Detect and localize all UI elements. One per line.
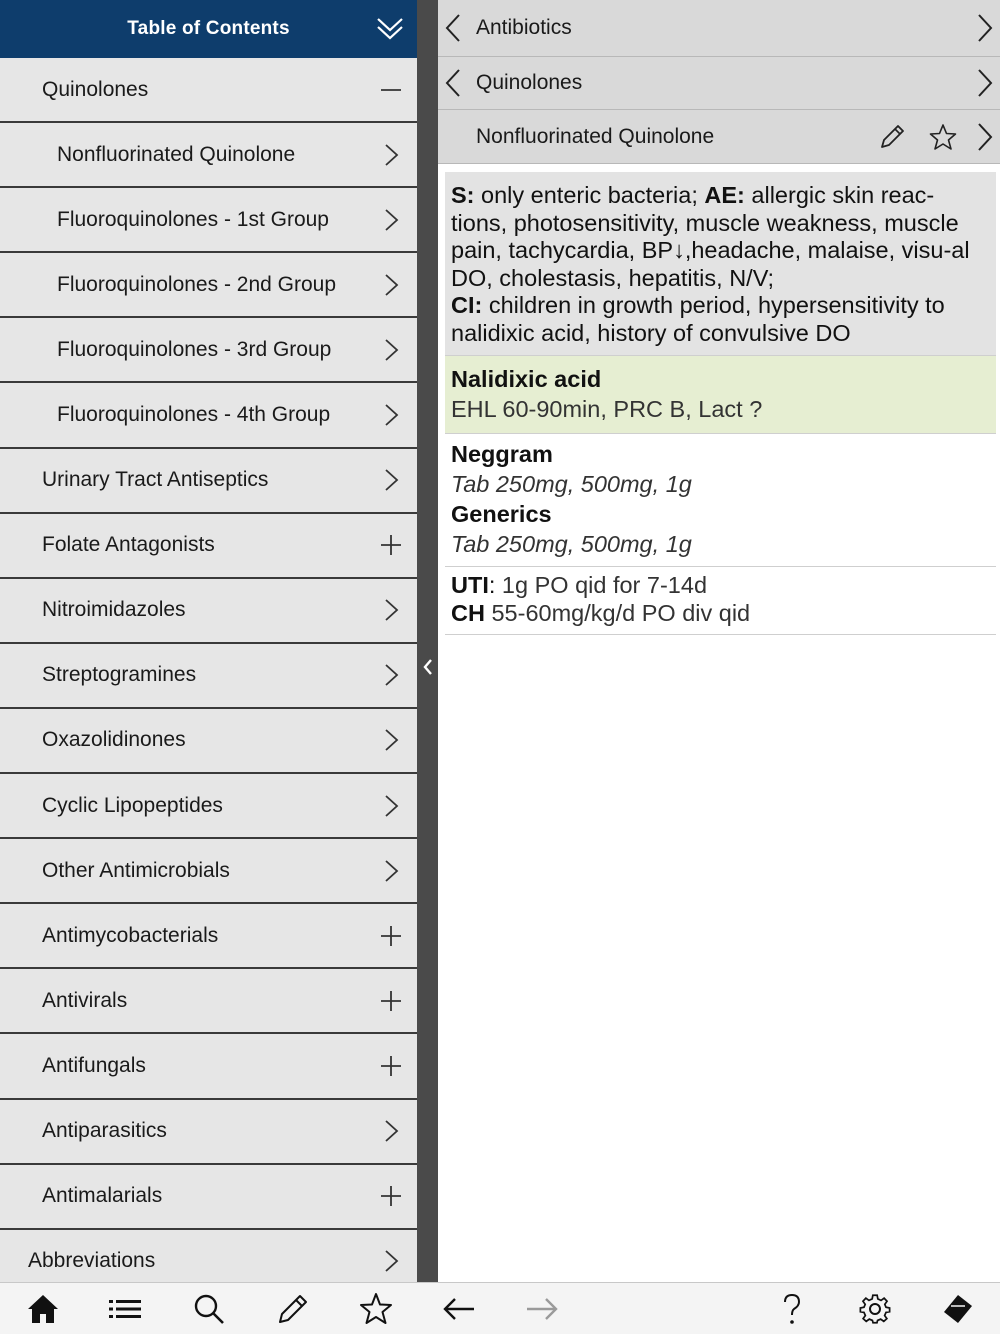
brand-name: Generics — [451, 501, 552, 527]
toc-item-label: Fluoroquinolones - 2nd Group — [57, 272, 337, 296]
brand-forms-text: Tab 250mg, 500mg, 1g — [451, 531, 692, 557]
breadcrumb-level-2[interactable] — [438, 57, 1000, 110]
table-of-contents-pane — [0, 0, 417, 1282]
breadcrumb-label: Antibiotics — [476, 16, 572, 39]
chevron-right-icon — [379, 598, 403, 622]
dosing-text: 1g PO qid for 7-14d — [501, 572, 708, 598]
chevron-right-icon — [379, 273, 403, 297]
bookmark-star-icon[interactable] — [928, 122, 958, 152]
dosing-text: 55-60mg/kg/d PO div qid — [491, 599, 751, 626]
chevron-right-icon — [379, 794, 403, 818]
toc-title: Table of Contents — [127, 18, 290, 39]
dosing-section — [445, 567, 996, 635]
content-pane — [438, 0, 1000, 1282]
chevron-right-icon — [379, 728, 403, 752]
toc-item-other-antimicrobials[interactable] — [0, 839, 417, 904]
toc-item-nitroimidazoles[interactable] — [0, 579, 417, 644]
plus-icon[interactable] — [379, 1054, 403, 1078]
edit-note-icon[interactable] — [878, 123, 906, 151]
chevron-right-icon[interactable] — [974, 121, 996, 153]
toc-item-folate-antagonists[interactable] — [0, 514, 417, 579]
toc-item-label: Antifungals — [42, 1053, 146, 1077]
chevron-right-icon — [379, 663, 403, 687]
toc-item-label: Nonfluorinated Quinolone — [57, 142, 296, 166]
breadcrumb-level-3 — [438, 110, 1000, 164]
toc-item-streptogramines[interactable] — [0, 644, 417, 709]
drug-header — [445, 356, 996, 434]
toc-item-label: Abbreviations — [28, 1249, 156, 1273]
toc-item-label: Antivirals — [42, 988, 128, 1012]
toc-item-cyclic-lipopeptides[interactable] — [0, 774, 417, 839]
toc-item-fluoroquinolones-4th[interactable] — [0, 383, 417, 448]
toc-item-label: Urinary Tract Antiseptics — [42, 468, 269, 492]
toc-item-label: Antimalarials — [42, 1184, 163, 1208]
toc-item-antiparasitics[interactable] — [0, 1100, 417, 1165]
collapse-all-icon[interactable] — [375, 14, 405, 44]
toc-item-label: Folate Antagonists — [42, 533, 215, 557]
back-arrow-icon[interactable] — [442, 1292, 476, 1326]
chevron-right-icon — [379, 859, 403, 883]
toc-item-label: Oxazolidinones — [42, 728, 186, 752]
dosing-label: UTI — [451, 572, 489, 598]
list-icon[interactable] — [108, 1292, 142, 1326]
chevron-right-icon — [379, 208, 403, 232]
toc-item-label: Fluoroquinolones - 4th Group — [57, 403, 331, 427]
toc-item-antifungals[interactable] — [0, 1034, 417, 1099]
dosing-row — [451, 572, 990, 600]
toc-item-nonfluorinated-quinolone[interactable] — [0, 123, 417, 188]
pencil-icon[interactable] — [276, 1292, 310, 1326]
home-icon[interactable] — [26, 1292, 60, 1326]
breadcrumb-level-1[interactable] — [438, 0, 1000, 57]
toc-item-label: Other Antimicrobials — [42, 858, 230, 882]
brand-forms — [445, 434, 996, 567]
chevron-left-icon[interactable] — [442, 67, 464, 99]
chevron-right-icon — [379, 403, 403, 427]
toc-item-quinolones[interactable] — [0, 58, 417, 123]
toc-item-label: Nitroimidazoles — [42, 598, 186, 622]
toc-item-label: Streptogramines — [42, 663, 197, 687]
toc-item-fluoroquinolones-2nd[interactable] — [0, 253, 417, 318]
contraindications-text: children in growth period, hypersensitivity to nalidixic acid, history of convulsive DO — [451, 292, 945, 346]
settings-icon[interactable] — [858, 1292, 892, 1326]
toc-item-label: Antiparasitics — [42, 1119, 167, 1143]
chevron-right-icon — [379, 338, 403, 362]
star-icon[interactable] — [359, 1292, 393, 1326]
toc-item-urinary-tract-antiseptics[interactable] — [0, 449, 417, 514]
plus-icon[interactable] — [379, 533, 403, 557]
toc-item-fluoroquinolones-1st[interactable] — [0, 188, 417, 253]
toc-item-oxazolidinones[interactable] — [0, 709, 417, 774]
toc-item-antivirals[interactable] — [0, 969, 417, 1034]
breadcrumb-label: Quinolones — [476, 71, 583, 94]
chevron-left-icon[interactable] — [442, 12, 464, 44]
search-icon[interactable] — [192, 1292, 226, 1326]
toc-item-label: Quinolones — [42, 77, 149, 101]
chevron-right-icon — [379, 1119, 403, 1143]
dosing-row — [451, 600, 990, 628]
bottom-toolbar — [0, 1282, 1000, 1334]
toc-item-label: Cyclic Lipopeptides — [42, 793, 223, 817]
dosing-label: CH — [451, 599, 485, 626]
contraindications-label: CI: — [451, 292, 483, 318]
spectrum-label: S: — [451, 182, 475, 208]
toc-item-label: Antimycobacterials — [42, 923, 219, 947]
minus-icon[interactable] — [379, 78, 403, 102]
plus-icon[interactable] — [379, 924, 403, 948]
toc-item-antimalarials[interactable] — [0, 1165, 417, 1230]
brand-forms-text: Tab 250mg, 500mg, 1g — [451, 471, 692, 497]
collapse-sidebar-icon[interactable] — [420, 657, 436, 677]
adverse-effects-text: allergic skin reac-tions, photosensitivity, muscle weakness, muscle pain, tachycardia, BP↓,headache, malaise, visu-al DO, cholestasis, hepatitis, N/V; — [451, 182, 970, 291]
spectrum-text: only enteric bacteria; — [474, 182, 705, 208]
drug-class-summary — [445, 172, 996, 356]
drug-pharmacology: EHL 60-90min, PRC B, Lact ? — [451, 396, 763, 422]
chevron-right-icon[interactable] — [974, 12, 996, 44]
breadcrumb-label: Nonfluorinated Quinolone — [476, 124, 715, 148]
toc-item-abbreviations[interactable] — [0, 1230, 417, 1282]
dosing-sep: : — [488, 572, 502, 598]
chevron-right-icon[interactable] — [974, 67, 996, 99]
plus-icon[interactable] — [379, 1184, 403, 1208]
chevron-right-icon — [379, 468, 403, 492]
chevron-right-icon — [379, 143, 403, 167]
monograph-body — [438, 164, 1000, 635]
toc-item-antimycobacterials[interactable] — [0, 904, 417, 969]
forward-arrow-icon[interactable] — [525, 1292, 559, 1326]
toc-item-fluoroquinolones-3rd[interactable] — [0, 318, 417, 383]
chevron-right-icon — [379, 1249, 403, 1273]
drug-name: Nalidixic acid — [451, 366, 602, 392]
adverse-effects-label: AE: — [704, 182, 745, 208]
brand-name: Neggram — [451, 441, 553, 467]
toc-header — [0, 0, 417, 58]
help-icon[interactable] — [775, 1292, 809, 1326]
tag-icon[interactable] — [941, 1292, 975, 1326]
toc-item-label: Fluoroquinolones - 3rd Group — [57, 337, 332, 361]
pane-divider[interactable] — [417, 0, 438, 1282]
plus-icon[interactable] — [379, 989, 403, 1013]
toc-item-label: Fluoroquinolones - 1st Group — [57, 207, 329, 231]
